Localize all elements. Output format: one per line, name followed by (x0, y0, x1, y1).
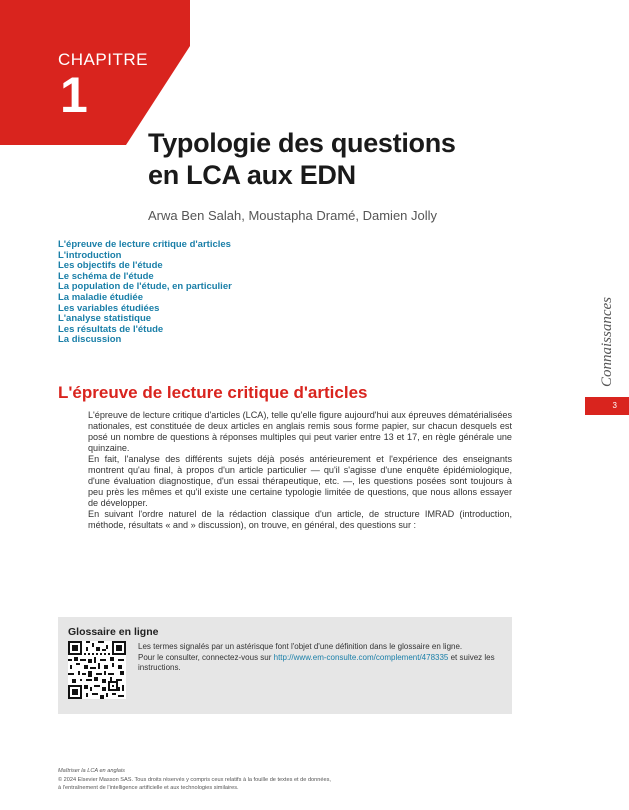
page-number-tab (585, 397, 629, 415)
paragraph: En suivant l'ordre naturel de la rédaction classique d'un article, de structure IMRAD (introduction, méthode, résultats « and » discussion), on trouve, en général, des questions sur : (88, 509, 512, 530)
toc-item[interactable]: Les variables étudiées (58, 302, 160, 314)
section-marker-text: Connaissances (599, 297, 615, 387)
footer-copyright: © 2024 Elsevier Masson SAS. Tous droits réservés y compris ceux relatifs à la fouille de textes et de données, (58, 776, 331, 783)
glossary-box (58, 617, 512, 714)
toc-item[interactable]: La maladie étudiée (58, 291, 144, 303)
toc-item[interactable]: Les objectifs de l'étude (58, 260, 163, 272)
toc-item[interactable]: L'analyse statistique (58, 313, 152, 325)
toc-item[interactable]: L'épreuve de lecture critique d'articles (58, 239, 231, 250)
paragraph: En fait, l'analyse des différents sujets déjà posés antérieurement et l'expérience des enseignants montrent qu'au final, à propos d'un article particulier — qu'il s'agisse d'une enquête épidémiologique, d'une évaluation diagnostique, d'un essai thérapeutique, etc. —, les questions posées sont toujours à peu près les mêmes et qu'il existe une certaine typologie limitée de questions, que nous allons essayer de développer. (88, 454, 512, 508)
glossary-text-part: Pour le consulter, connectez-vous sur (138, 652, 274, 662)
glossary-text (138, 642, 508, 674)
page-number: 3 (612, 401, 617, 410)
toc-item[interactable]: Les résultats de l'étude (58, 323, 164, 335)
footer (58, 767, 331, 793)
footer-copyright-continued: à l'entraînement de l'intelligence artificielle et aux technologies similaires. (58, 785, 239, 792)
chapter-banner (0, 0, 190, 145)
paragraph: L'épreuve de lecture critique d'articles (LCA), telle qu'elle figure aujourd'hui aux épreuves dématérialisées nationales, est constituée de deux articles en anglais remis sous forme papier, sur chacun desquels est posé un nombre de questions à réponses multiples qui peut varier entre 13 et 17, en règle générale une quinzaine. (88, 410, 512, 453)
body-text (88, 410, 512, 531)
toc-item[interactable]: Le schéma de l'étude (58, 270, 154, 282)
chapter-number: 1 (60, 67, 88, 123)
toc-item[interactable]: La discussion (58, 334, 122, 346)
footer-book-title: Maîtriser la LCA en anglais (58, 768, 125, 774)
glossary-link[interactable]: http://www.em-consulte.com/complement/478335 (273, 652, 449, 662)
chapter-title-line-2: en LCA aux EDN (148, 160, 356, 190)
chapter-title-line-1: Typologie des questions (148, 128, 456, 158)
glossary-text-part: et suivez les instructions. (138, 652, 495, 672)
authors: Arwa Ben Salah, Moustapha Dramé, Damien Jolly (148, 208, 438, 223)
glossary-text-line-1: Les termes signalés par un astérisque font l'objet d'une définition dans le glossaire en ligne. (138, 642, 463, 651)
section-marker (592, 292, 622, 387)
toc-item[interactable]: L'introduction (58, 249, 122, 261)
chapter-label: CHAPITRE (58, 50, 148, 69)
glossary-text-line-2 (138, 653, 508, 674)
qr-code-icon[interactable] (68, 640, 126, 700)
chapter-toc (58, 240, 232, 346)
glossary-title: Glossaire en ligne (68, 626, 159, 638)
toc-item[interactable]: La population de l'étude, en particulier (58, 281, 232, 293)
section-heading: L'épreuve de lecture critique d'articles (58, 383, 368, 402)
chapter-title (148, 127, 456, 191)
